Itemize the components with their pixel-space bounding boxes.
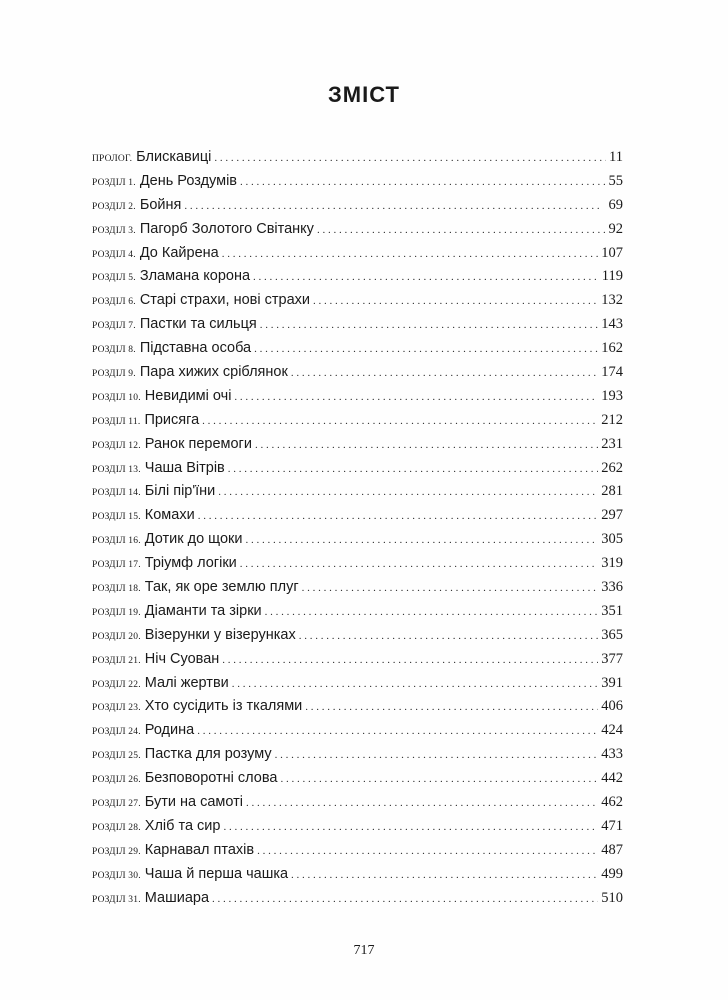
- toc-entry-page: 433: [601, 746, 623, 763]
- toc-entry: [92, 552, 623, 576]
- toc-entry: [92, 791, 623, 815]
- toc-dot-leader: [198, 505, 599, 529]
- toc-dot-leader: [257, 840, 598, 864]
- toc-dot-leader: [317, 219, 606, 243]
- toc-entry-page: 336: [601, 579, 623, 596]
- toc-entry: [92, 863, 623, 887]
- toc-entry-page: 351: [601, 602, 623, 619]
- toc-entry-title: Пагорб Золотого Світанку: [139, 220, 314, 237]
- toc-dot-leader: [254, 338, 598, 362]
- toc-entry-title: Так, як оре землю плуг: [144, 579, 299, 596]
- toc-entry-label: РОЗДІЛ 5.: [92, 273, 136, 284]
- toc-dot-leader: [223, 816, 598, 840]
- toc-entry-label: РОЗДІЛ 28.: [92, 822, 141, 833]
- toc-entry-label: РОЗДІЛ 29.: [92, 846, 141, 857]
- toc-entry-label: РОЗДІЛ 1.: [92, 177, 136, 188]
- toc-entry-label: РОЗДІЛ 3.: [92, 225, 136, 236]
- toc-entry-label: РОЗДІЛ 16.: [92, 536, 141, 547]
- toc-entry-title: Пара хижих сріблянок: [139, 364, 288, 381]
- toc-entry-title: Візерунки у візерунках: [144, 626, 296, 643]
- toc-dot-leader: [291, 864, 598, 888]
- toc-dot-leader: [265, 601, 599, 625]
- toc-entry-label: РОЗДІЛ 9.: [92, 369, 136, 380]
- toc-entry-title: Зламана корона: [139, 268, 251, 285]
- toc-entry-label: РОЗДІЛ 27.: [92, 799, 141, 810]
- toc-entry: [92, 600, 623, 624]
- toc-entry: [92, 576, 623, 600]
- toc-dot-leader: [280, 768, 598, 792]
- toc-dot-leader: [212, 888, 598, 912]
- toc-entry-title: Чаша й перша чашка: [144, 865, 289, 882]
- toc-dot-leader: [232, 673, 598, 697]
- toc-entry: [92, 313, 623, 337]
- toc-entry: [92, 887, 623, 911]
- toc-entry-title: Бути на самоті: [144, 794, 243, 811]
- toc-entry-title: Безповоротні слова: [144, 770, 278, 787]
- toc-dot-leader: [255, 434, 598, 458]
- toc-entry-label: РОЗДІЛ 4.: [92, 249, 136, 260]
- toc-entry-title: Невидимі очі: [144, 387, 232, 404]
- toc-entry-title: Бойня: [139, 196, 182, 213]
- toc-entry: [92, 839, 623, 863]
- toc-entry-label: РОЗДІЛ 20.: [92, 631, 141, 642]
- toc-entry-label: РОЗДІЛ 24.: [92, 727, 141, 738]
- toc-dot-leader: [260, 314, 598, 338]
- toc-entry-page: 487: [601, 841, 623, 858]
- table-of-contents: [92, 146, 623, 911]
- toc-entry: [92, 695, 623, 719]
- toc-entry-title: Підставна особа: [139, 340, 252, 357]
- toc-entry-label: РОЗДІЛ 19.: [92, 607, 141, 618]
- toc-entry-page: 69: [608, 196, 623, 213]
- toc-entry: [92, 146, 623, 170]
- toc-entry-label: РОЗДІЛ 26.: [92, 775, 141, 786]
- toc-entry: [92, 624, 623, 648]
- toc-entry-title: Хліб та сир: [144, 817, 221, 834]
- toc-entry-page: 305: [601, 531, 623, 548]
- toc-dot-leader: [222, 243, 599, 267]
- toc-entry-label: РОЗДІЛ 25.: [92, 751, 141, 762]
- toc-entry: [92, 719, 623, 743]
- toc-dot-leader: [253, 266, 599, 290]
- toc-dot-leader: [228, 458, 598, 482]
- toc-entry: [92, 385, 623, 409]
- toc-entry-page: 281: [601, 483, 623, 500]
- toc-entry-page: 424: [601, 722, 623, 739]
- toc-entry-title: Хто сусідить із ткалями: [144, 698, 303, 715]
- toc-entry-page: 499: [601, 865, 623, 882]
- toc-entry-label: РОЗДІЛ 30.: [92, 870, 141, 881]
- toc-entry-label: РОЗДІЛ 2.: [92, 201, 136, 212]
- toc-entry: [92, 648, 623, 672]
- toc-entry-label: РОЗДІЛ 22.: [92, 679, 141, 690]
- toc-entry-title: Комахи: [144, 507, 195, 524]
- toc-entry-label: РОЗДІЛ 6.: [92, 297, 136, 308]
- toc-entry-page: 510: [601, 889, 623, 906]
- toc-entry: [92, 361, 623, 385]
- toc-entry-page: 297: [601, 507, 623, 524]
- toc-entry-title: Пастка для розуму: [144, 746, 272, 763]
- toc-entry-page: 11: [609, 149, 623, 165]
- page-number: 717: [353, 943, 375, 958]
- toc-entry-page: 193: [601, 387, 623, 404]
- toc-entry-title: Дотик до щоки: [144, 531, 243, 548]
- toc-entry-page: 143: [601, 316, 623, 333]
- toc-entry-page: 319: [601, 555, 623, 572]
- toc-entry-title: Присяга: [144, 411, 200, 428]
- toc-entry-title: День Роздумів: [139, 172, 238, 189]
- toc-entry-page: 55: [608, 172, 623, 189]
- toc-entry-label: РОЗДІЛ 10.: [92, 392, 141, 403]
- toc-entry-page: 162: [601, 340, 623, 357]
- toc-dot-leader: [202, 410, 598, 434]
- toc-dot-leader: [234, 386, 598, 410]
- toc-dot-leader: [218, 481, 598, 505]
- page-title: ЗМІСТ: [328, 82, 400, 107]
- toc-entry-label: РОЗДІЛ 13.: [92, 464, 141, 475]
- toc-entry-title: Пастки та сильця: [139, 316, 257, 333]
- toc-entry: [92, 743, 623, 767]
- toc-entry-label: РОЗДІЛ 21.: [92, 655, 141, 666]
- toc-entry-title: Діаманти та зірки: [144, 602, 262, 619]
- toc-entry-page: 442: [601, 770, 623, 787]
- toc-entry: [92, 170, 623, 194]
- toc-entry-label: РОЗДІЛ 7.: [92, 321, 136, 332]
- toc-entry-page: 462: [601, 794, 623, 811]
- toc-entry-page: 92: [608, 220, 623, 237]
- toc-entry-page: 377: [601, 650, 623, 667]
- toc-entry: [92, 480, 623, 504]
- toc-entry-label: РОЗДІЛ 31.: [92, 894, 141, 905]
- toc-entry-title: До Кайрена: [139, 244, 219, 261]
- toc-dot-leader: [275, 744, 599, 768]
- toc-dot-leader: [299, 625, 599, 649]
- toc-entry-title: Блискавиці: [136, 149, 212, 165]
- toc-entry: [92, 194, 623, 218]
- toc-entry: [92, 289, 623, 313]
- toc-dot-leader: [291, 362, 598, 386]
- toc-entry-label: РОЗДІЛ 14.: [92, 488, 141, 499]
- toc-entry-page: 262: [601, 459, 623, 476]
- toc-dot-leader: [246, 792, 598, 816]
- toc-entry-title: Тріумф логіки: [144, 555, 237, 572]
- toc-entry-title: Чаша Вітрів: [144, 459, 225, 476]
- toc-entry: [92, 409, 623, 433]
- toc-entry-label: РОЗДІЛ 15.: [92, 512, 141, 523]
- toc-entry-page: 132: [601, 292, 623, 309]
- toc-entry-title: Старі страхи, нові страхи: [139, 292, 310, 309]
- toc-entry: [92, 242, 623, 266]
- toc-entry-label: РОЗДІЛ 17.: [92, 560, 141, 571]
- toc-dot-leader: [240, 171, 605, 195]
- toc-dot-leader: [240, 553, 598, 577]
- toc-entry: [92, 433, 623, 457]
- toc-entry: [92, 337, 623, 361]
- toc-entry-page: 406: [601, 698, 623, 715]
- toc-entry-page: 231: [601, 435, 623, 452]
- toc-entry-page: 391: [601, 674, 623, 691]
- toc-entry-page: 212: [601, 411, 623, 428]
- toc-dot-leader: [184, 195, 605, 219]
- toc-entry-title: Малі жертви: [144, 674, 229, 691]
- toc-entry-title: Білі пір'їни: [144, 483, 216, 500]
- toc-entry-label: ПРОЛОГ.: [92, 154, 133, 164]
- toc-entry: [92, 504, 623, 528]
- toc-dot-leader: [305, 696, 598, 720]
- toc-entry: [92, 457, 623, 481]
- toc-entry-title: Ніч Суован: [144, 650, 220, 667]
- toc-entry-label: РОЗДІЛ 12.: [92, 440, 141, 451]
- toc-entry-page: 107: [601, 244, 623, 261]
- toc-dot-leader: [222, 649, 598, 673]
- toc-dot-leader: [245, 529, 598, 553]
- toc-entry-title: Родина: [144, 722, 195, 739]
- toc-entry: [92, 767, 623, 791]
- toc-dot-leader: [313, 290, 598, 314]
- toc-entry: [92, 815, 623, 839]
- toc-entry: [92, 528, 623, 552]
- toc-entry: [92, 672, 623, 696]
- toc-dot-leader: [197, 720, 598, 744]
- toc-entry: [92, 265, 623, 289]
- toc-entry-title: Машиара: [144, 889, 210, 906]
- toc-entry: [92, 218, 623, 242]
- toc-entry-label: РОЗДІЛ 8.: [92, 345, 136, 356]
- toc-entry-page: 471: [601, 817, 623, 834]
- toc-entry-label: РОЗДІЛ 18.: [92, 584, 141, 595]
- toc-entry-page: 174: [601, 364, 623, 381]
- toc-entry-label: РОЗДІЛ 11.: [92, 416, 141, 427]
- toc-entry-title: Карнавал птахів: [144, 841, 255, 858]
- toc-dot-leader: [302, 577, 599, 601]
- toc-entry-title: Ранок перемоги: [144, 435, 252, 452]
- toc-entry-page: 365: [601, 626, 623, 643]
- toc-entry-label: РОЗДІЛ 23.: [92, 703, 141, 714]
- toc-dot-leader: [214, 147, 606, 171]
- toc-entry-page: 119: [601, 268, 623, 285]
